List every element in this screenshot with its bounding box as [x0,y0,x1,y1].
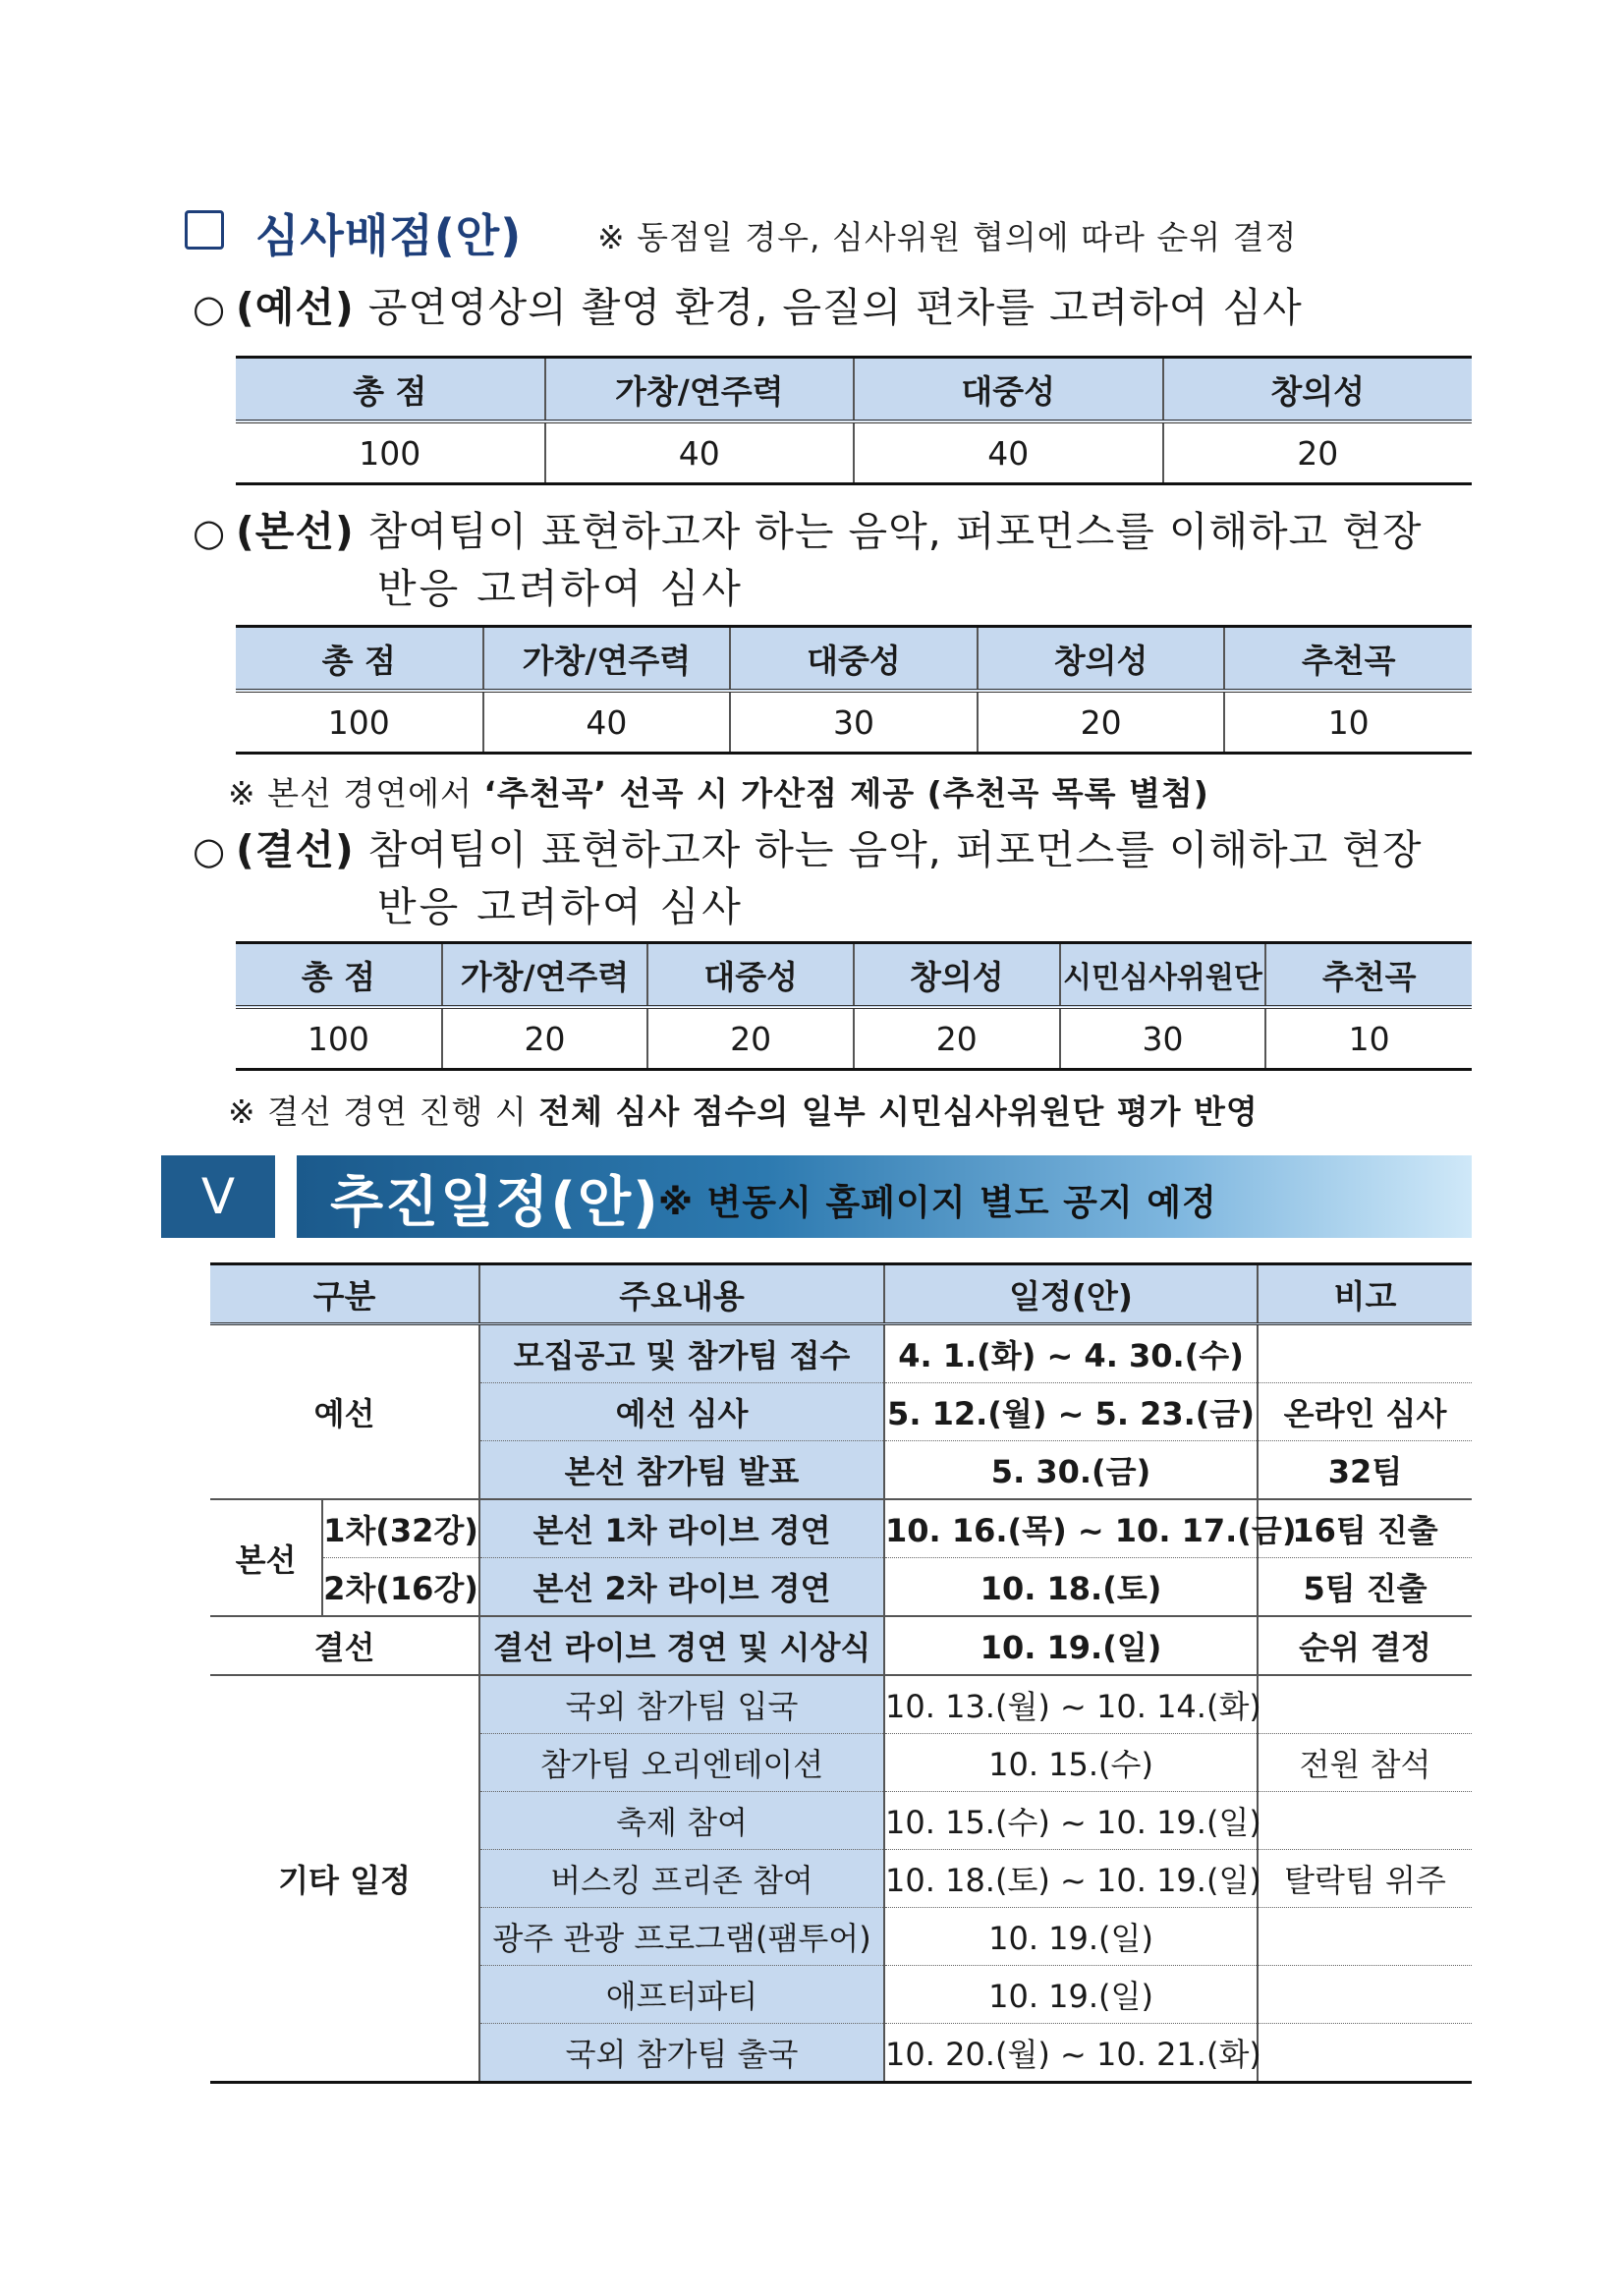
table-header: 추천곡 [1265,943,1472,1008]
prelim-score-table [236,356,1472,485]
prelim-label: (예선) [236,284,355,331]
table-cell: 40 [483,691,731,754]
row-date: 10. 15.(수) ~ 10. 19.(일) [884,1792,1258,1850]
schedule-change-note: ※ 변동시 홈페이지 별도 공지 예정 [658,1183,1217,1223]
row-content: 본선 2차 라이브 경연 [479,1558,884,1617]
row-date: 5. 30.(금) [884,1441,1258,1500]
table-cell: 20 [647,1007,854,1070]
row-date: 10. 15.(수) [884,1734,1258,1792]
final-text-cont: 반응 고려하여 심사 [377,883,744,930]
section-number-badge: V [161,1155,275,1238]
schedule-table [210,1262,1472,2084]
table-cell: 10 [1224,691,1472,754]
row-remark [1258,1675,1472,1734]
row-content: 축제 참여 [479,1792,884,1850]
row-date: 10. 19.(일) [884,1966,1258,2024]
table-cell: 30 [730,691,978,754]
row-remark: 16팀 진출 [1258,1499,1472,1558]
section-checkbox-icon [185,210,224,250]
circle-bullet-icon: ○ [193,829,227,872]
table-header: 추천곡 [1224,627,1472,692]
table-header: 총 점 [236,627,483,692]
final-citizen-note [228,1087,1259,1133]
table-row [210,1499,1472,1558]
table-header: 총 점 [236,943,442,1008]
semi-text-cont: 반응 고려하여 심사 [377,565,744,612]
table-cell: 40 [545,421,855,484]
row-remark: 32팀 [1258,1441,1472,1500]
semi-score-table [236,625,1472,755]
table-cell: 10 [1265,1007,1472,1070]
final-bullet [193,817,1423,875]
table-cell: 20 [442,1007,648,1070]
group-label-final: 결선 [210,1616,479,1675]
circle-bullet-icon: ○ [193,287,227,330]
table-header: 창의성 [1163,358,1473,422]
prelim-bullet [193,275,1303,333]
table-cell: 100 [236,691,483,754]
table-header: 가창/연주력 [545,358,855,422]
row-remark [1258,1966,1472,2024]
table-cell: 20 [978,691,1225,754]
table-header: 대중성 [730,627,978,692]
semi-note-bold: ‘추천곡’ 선곡 시 가산점 제공 (추천곡 목록 별첨) [483,774,1209,812]
table-header: 가창/연주력 [483,627,731,692]
row-date: 10. 19.(일) [884,1616,1258,1675]
circle-bullet-icon: ○ [193,511,227,554]
final-note-text: ※ 결선 경연 진행 시 [228,1092,539,1131]
table-header: 시민심사위원단 [1060,943,1266,1008]
row-content: 애프터파티 [479,1966,884,2024]
scoring-tie-note: ※ 동점일 경우, 심사위원 협의에 따라 순위 결정 [597,218,1298,256]
table-header: 대중성 [854,358,1163,422]
table-row [210,1558,1472,1617]
table-row [210,1616,1472,1675]
row-remark: 5팀 진출 [1258,1558,1472,1617]
row-date: 10. 13.(월) ~ 10. 14.(화) [884,1675,1258,1734]
table-header: 일정(안) [884,1264,1258,1324]
row-date: 10. 18.(토) [884,1558,1258,1617]
table-header: 구분 [210,1264,479,1324]
table-cell: 30 [1060,1007,1266,1070]
row-remark: 전원 참석 [1258,1734,1472,1792]
row-content: 국외 참가팀 출국 [479,2024,884,2083]
row-content: 예선 심사 [479,1383,884,1441]
row-content: 모집공고 및 참가팀 접수 [479,1324,884,1383]
row-remark: 온라인 심사 [1258,1383,1472,1441]
row-date: 10. 16.(목) ~ 10. 17.(금) [884,1499,1258,1558]
row-content: 본선 참가팀 발표 [479,1441,884,1500]
semi-bullet [193,499,1423,557]
row-remark [1258,2024,1472,2083]
row-remark: 탈락팀 위주 [1258,1850,1472,1908]
table-cell: 20 [1163,421,1473,484]
table-header: 창의성 [978,627,1225,692]
row-content: 참가팀 오리엔테이션 [479,1734,884,1792]
sub-label-round2: 2차(16강) [322,1558,479,1617]
row-content: 버스킹 프리존 참여 [479,1850,884,1908]
table-cell: 40 [854,421,1163,484]
row-content: 국외 참가팀 입국 [479,1675,884,1734]
sub-label-round1: 1차(32강) [322,1499,479,1558]
final-text: 참여팀이 표현하고자 하는 음악, 퍼포먼스를 이해하고 현장 [354,826,1423,873]
table-cell: 100 [236,421,545,484]
row-date: 10. 20.(월) ~ 10. 21.(화) [884,2024,1258,2083]
table-cell: 20 [854,1007,1060,1070]
final-note-bold: 전체 심사 점수의 일부 시민심사위원단 평가 반영 [538,1092,1259,1131]
row-date: 10. 19.(일) [884,1908,1258,1966]
row-remark [1258,1792,1472,1850]
final-score-table [236,941,1472,1071]
table-header: 대중성 [647,943,854,1008]
table-header: 비고 [1258,1264,1472,1324]
row-content: 본선 1차 라이브 경연 [479,1499,884,1558]
prelim-text: 공연영상의 촬영 환경, 음질의 편차를 고려하여 심사 [354,284,1303,331]
semi-label: (본선) [236,508,355,555]
table-row [210,1324,1472,1383]
schedule-section-title: 추진일정(안) [330,1171,660,1235]
row-content: 결선 라이브 경연 및 시상식 [479,1616,884,1675]
table-row [210,1675,1472,1734]
group-label-etc: 기타 일정 [210,1675,479,2083]
group-label-semi: 본선 [210,1499,322,1616]
table-header: 가창/연주력 [442,943,648,1008]
row-remark: 순위 결정 [1258,1616,1472,1675]
table-cell: 100 [236,1007,442,1070]
group-label-prelim: 예선 [210,1324,479,1500]
final-label: (결선) [236,826,355,873]
scoring-section-title: 심사배점(안) [255,209,523,262]
row-content: 광주 관광 프로그램(팸투어) [479,1908,884,1966]
table-header: 주요내용 [479,1264,884,1324]
row-date: 10. 18.(토) ~ 10. 19.(일) [884,1850,1258,1908]
row-remark [1258,1908,1472,1966]
row-date: 5. 12.(월) ~ 5. 23.(금) [884,1383,1258,1441]
table-header: 창의성 [854,943,1060,1008]
semi-bonus-note [228,768,1209,814]
semi-text: 참여팀이 표현하고자 하는 음악, 퍼포먼스를 이해하고 현장 [354,508,1423,555]
row-date: 4. 1.(화) ~ 4. 30.(수) [884,1324,1258,1383]
table-header: 총 점 [236,358,545,422]
row-remark [1258,1324,1472,1383]
semi-note-text: ※ 본선 경연에서 [228,774,484,812]
